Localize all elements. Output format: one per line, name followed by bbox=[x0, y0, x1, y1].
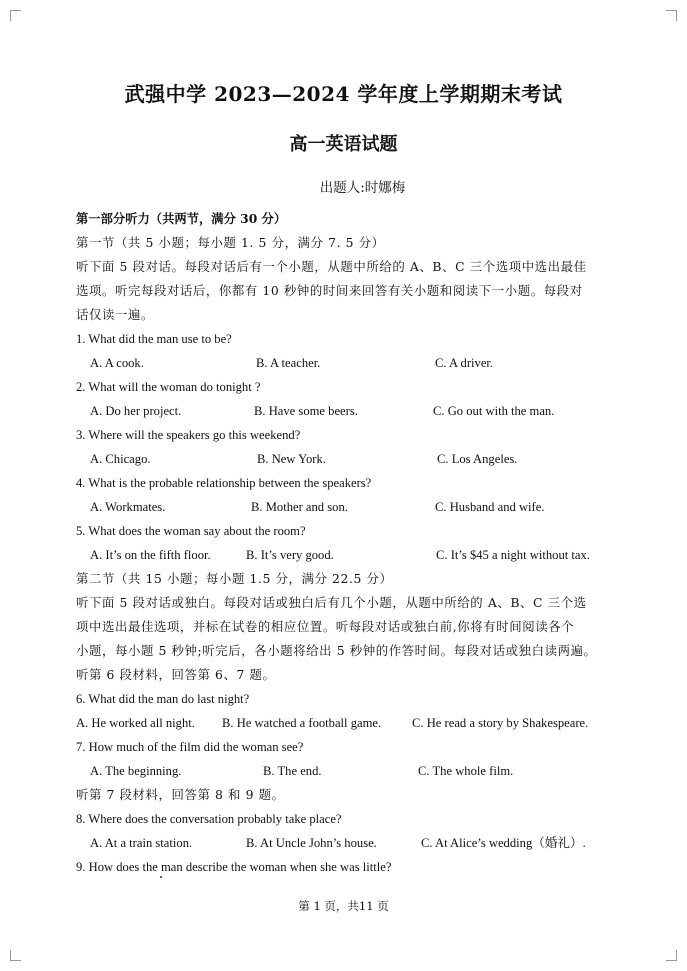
options-2 bbox=[76, 399, 616, 423]
options-3 bbox=[76, 447, 616, 471]
question-8: 8. Where does the conversation probably take place? bbox=[76, 812, 342, 826]
crop-mark-top-left bbox=[10, 10, 21, 21]
section1-heading: 第一节（共 5 小题；每小题 1. 5 分，满分 7. 5 分） bbox=[76, 235, 385, 250]
option-b: B. At Uncle John’s house. bbox=[246, 836, 377, 850]
option-b: B. New York. bbox=[257, 452, 326, 466]
option-c: C. The whole film. bbox=[418, 764, 514, 778]
option-a: A. At a train station. bbox=[90, 836, 193, 850]
author-line bbox=[0, 176, 687, 196]
stray-dot bbox=[160, 876, 162, 878]
section2-instruction-line: 小题，每小题 5 秒钟;听完后，各小题将给出 5 秒钟的作答时间。每段对话或独白读两遍。 bbox=[76, 643, 597, 658]
option-c: C. Go out with the man. bbox=[433, 404, 555, 418]
section1-instruction-line: 选项。听完每段对话后，你都有 10 秒钟的时间来回答有关小题和阅读下一小题。每段对 bbox=[76, 283, 583, 298]
question-9: 9. How does the man describe the woman when she was little? bbox=[76, 860, 392, 874]
option-c: C. A driver. bbox=[435, 356, 494, 370]
crop-mark-bottom-right bbox=[666, 950, 677, 961]
material-7-note: 听第 7 段材料，回答第 8 和 9 题。 bbox=[76, 787, 285, 802]
option-c: C. He read a story by Shakespeare. bbox=[412, 716, 589, 730]
option-b: B. A teacher. bbox=[256, 356, 321, 370]
option-a: A. The beginning. bbox=[90, 764, 182, 778]
option-a: A. Do her project. bbox=[90, 404, 182, 418]
question-1: 1. What did the man use to be? bbox=[76, 332, 232, 346]
option-b: B. Mother and son. bbox=[251, 500, 348, 514]
options-6 bbox=[76, 711, 616, 735]
section2-instruction-line: 项中选出最佳选项，并标在试卷的相应位置。听每段对话或独白前,你将有时间阅读各个 bbox=[76, 619, 575, 634]
total-pages: 11 bbox=[358, 899, 374, 913]
section1-instruction-line: 话仅读一遍。 bbox=[76, 307, 154, 322]
section1-instruction-line: 听下面 5 段对话。每段对话后有一个小题，从题中所给的 A、B、C 三个选项中选出最佳 bbox=[76, 259, 587, 274]
footer-mid: 页，共 bbox=[324, 899, 359, 913]
page-footer bbox=[0, 898, 687, 914]
option-c: C. Husband and wife. bbox=[435, 500, 545, 514]
option-c: C. Los Angeles. bbox=[437, 452, 518, 466]
question-4: 4. What is the probable relationship between the speakers? bbox=[76, 476, 372, 490]
option-b: B. He watched a football game. bbox=[222, 716, 382, 730]
footer-prefix: 第 bbox=[298, 899, 310, 913]
options-5 bbox=[76, 543, 616, 567]
option-a: A. A cook. bbox=[90, 356, 144, 370]
section2-instruction-line: 听下面 5 段对话或独白。每段对话或独白后有几个小题，从题中所给的 A、B、C 三个选 bbox=[76, 595, 587, 610]
author: 出题人:时娜梅 bbox=[319, 180, 406, 196]
options-1 bbox=[76, 351, 616, 375]
exam-content bbox=[76, 207, 616, 879]
option-a: A. He worked all night. bbox=[76, 716, 195, 730]
option-b: B. It’s very good. bbox=[246, 548, 334, 562]
material-6-note: 听第 6 段材料，回答第 6、7 题。 bbox=[76, 667, 276, 682]
question-7: 7. How much of the film did the woman see? bbox=[76, 740, 304, 754]
crop-mark-bottom-left bbox=[10, 950, 21, 961]
option-a: A. Chicago. bbox=[90, 452, 151, 466]
options-7 bbox=[76, 759, 616, 783]
question-5: 5. What does the woman say about the room? bbox=[76, 524, 306, 538]
options-4 bbox=[76, 495, 616, 519]
question-3: 3. Where will the speakers go this weekend? bbox=[76, 428, 301, 442]
section2-heading: 第二节（共 15 小题；每小题 1.5 分，满分 22.5 分） bbox=[76, 571, 393, 586]
option-c: C. It’s $45 a night without tax. bbox=[436, 548, 590, 562]
exam-title: 武强中学 2023—2024 学年度上学期期末考试 bbox=[124, 82, 563, 106]
option-a: A. It’s on the fifth floor. bbox=[90, 548, 211, 562]
option-c: C. At Alice’s wedding（婚礼）. bbox=[421, 836, 586, 850]
options-8 bbox=[76, 831, 616, 855]
footer-suffix: 页 bbox=[377, 899, 389, 913]
question-2: 2. What will the woman do tonight ? bbox=[76, 380, 261, 394]
page-number: 1 bbox=[313, 899, 321, 913]
question-6: 6. What did the man do last night? bbox=[76, 692, 250, 706]
option-b: B. Have some beers. bbox=[254, 404, 358, 418]
option-a: A. Workmates. bbox=[90, 500, 166, 514]
crop-mark-top-right bbox=[666, 10, 677, 21]
part1-heading: 第一部分听力（共两节，满分 30 分） bbox=[76, 211, 287, 226]
option-b: B. The end. bbox=[263, 764, 322, 778]
exam-subtitle: 高一英语试题 bbox=[289, 134, 398, 155]
